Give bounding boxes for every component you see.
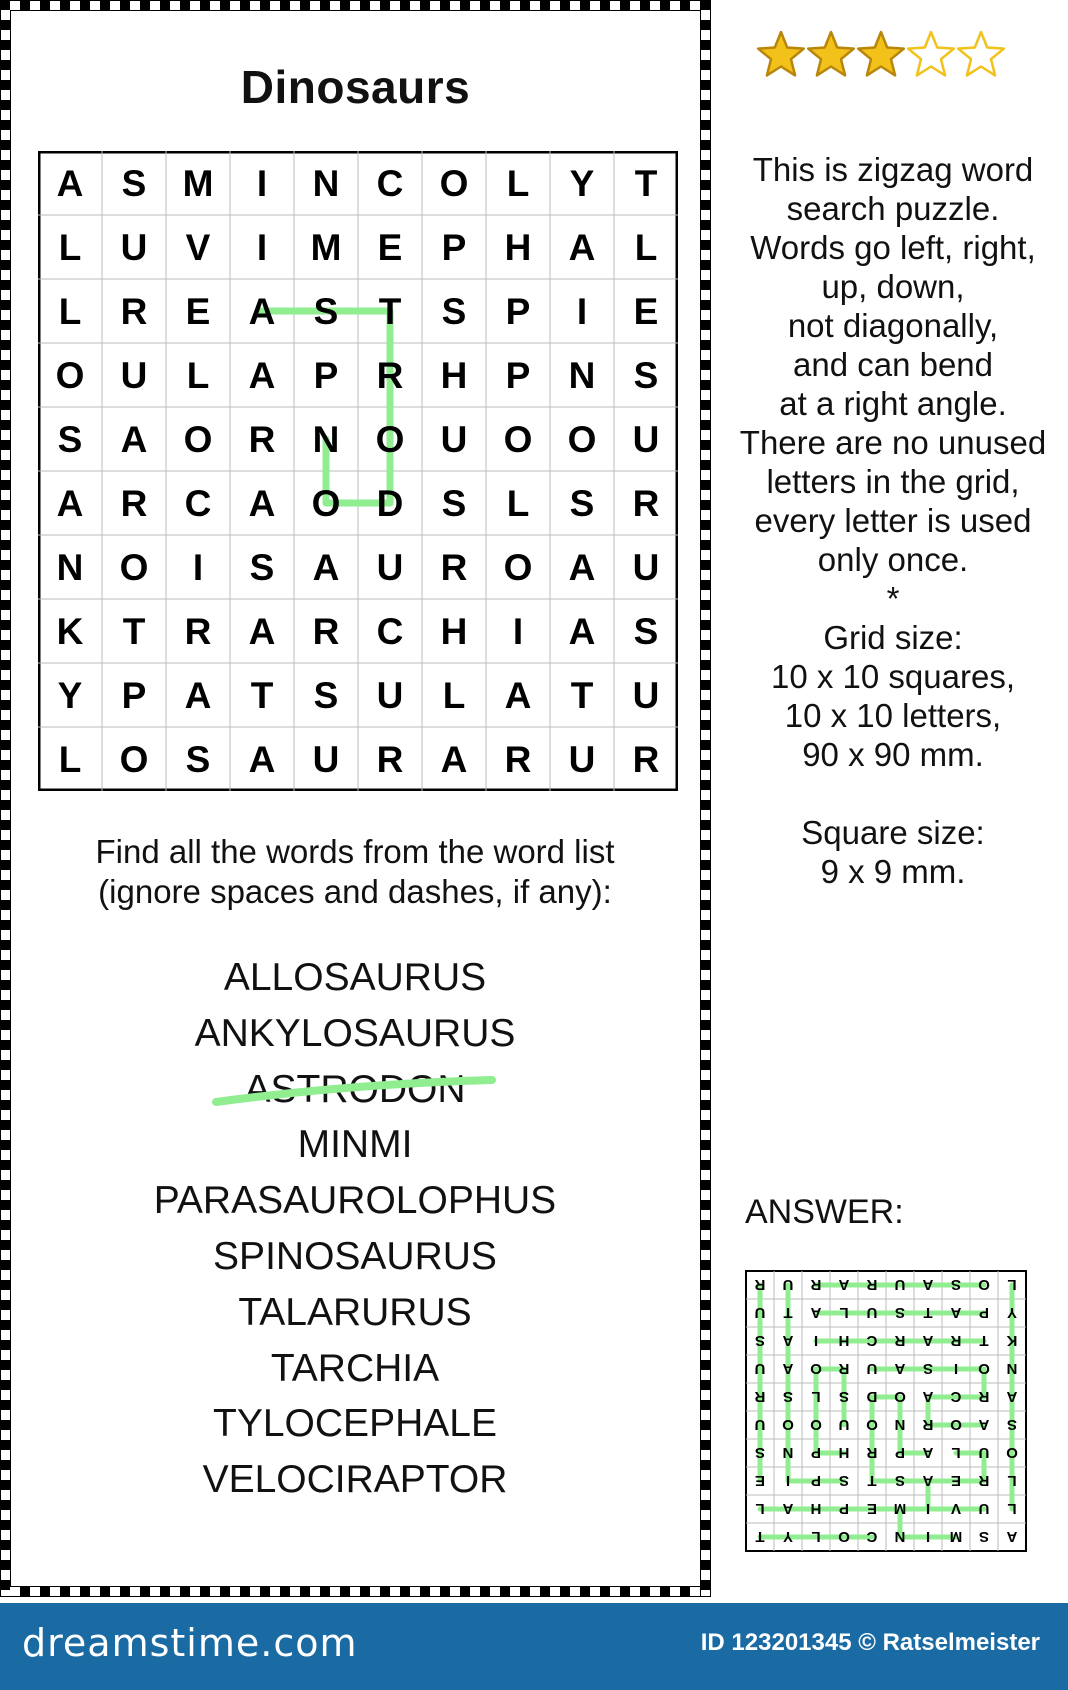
answer-letter: T xyxy=(783,1304,793,1321)
answer-letter: H xyxy=(838,1332,850,1349)
rules-line: There are no unused xyxy=(739,424,1047,461)
answer-letter: U xyxy=(838,1416,850,1433)
answer-letter: R xyxy=(894,1332,906,1349)
rules-line: and can bend xyxy=(792,346,993,383)
grid-letter: R xyxy=(632,739,660,780)
footer-bar xyxy=(0,1603,1068,1690)
answer-letter: A xyxy=(922,1332,934,1349)
word-label: SPINOSAURUS xyxy=(213,1234,497,1278)
grid-letter: P xyxy=(313,355,339,396)
grid-letter: L xyxy=(506,483,530,524)
answer-letter: K xyxy=(1006,1332,1018,1349)
grid-letter: R xyxy=(120,483,148,524)
grid-letter: O xyxy=(119,547,149,588)
answer-letter: I xyxy=(813,1332,819,1349)
answer-letter: Y xyxy=(1006,1304,1018,1321)
rules-line: at a right angle. xyxy=(779,385,1007,422)
grid-letter: A xyxy=(568,611,596,652)
answer-letter: A xyxy=(922,1444,934,1461)
answer-letter: A xyxy=(810,1304,822,1321)
answer-letter: S xyxy=(978,1528,990,1545)
grid-letter: R xyxy=(376,355,404,396)
answer-grid xyxy=(743,1268,1029,1554)
grid-letter: S xyxy=(633,611,659,652)
answer-letter: R xyxy=(866,1276,878,1293)
grid-letter: C xyxy=(376,611,404,652)
grid-letter: S xyxy=(569,483,595,524)
word-list-item xyxy=(40,1452,670,1508)
grid-letter: A xyxy=(248,291,276,332)
word-label: ASTRODON xyxy=(244,1067,466,1111)
answer-letter: R xyxy=(978,1472,990,1489)
answer-letter: N xyxy=(782,1444,794,1461)
grid-letter: S xyxy=(313,675,339,716)
word-list-item xyxy=(40,1006,670,1062)
answer-letter: A xyxy=(978,1416,990,1433)
answer-letter: S xyxy=(922,1360,934,1377)
grid-letter: S xyxy=(633,355,659,396)
rules-line: 10 x 10 letters, xyxy=(784,697,1002,734)
rules-line: 9 x 9 mm. xyxy=(820,853,966,890)
grid-letter: H xyxy=(440,355,468,396)
answer-letter: L xyxy=(951,1444,961,1461)
answer-letter: O xyxy=(838,1528,850,1545)
answer-letter: R xyxy=(754,1276,766,1293)
grid-letter: L xyxy=(634,227,658,268)
grid-letter: U xyxy=(120,355,148,396)
answer-letter: T xyxy=(867,1472,877,1489)
answer-letter: U xyxy=(866,1360,878,1377)
answer-letter: O xyxy=(810,1360,822,1377)
answer-letter: S xyxy=(754,1332,766,1349)
answer-letter: S xyxy=(894,1304,906,1321)
grid-letter: P xyxy=(505,355,531,396)
puzzle-title: Dinosaurs xyxy=(240,61,471,113)
grid-letter: R xyxy=(376,739,404,780)
answer-letter: N xyxy=(1006,1360,1018,1377)
rules-line: letters in the grid, xyxy=(766,463,1020,500)
answer-letter: U xyxy=(754,1416,766,1433)
grid-letter: N xyxy=(312,419,340,460)
grid-letter: O xyxy=(375,419,405,460)
grid-letter: A xyxy=(56,163,84,204)
answer-letter: E xyxy=(866,1500,878,1517)
star-filled-icon xyxy=(808,32,854,75)
answer-letter: P xyxy=(810,1444,822,1461)
grid-letter: T xyxy=(122,611,146,652)
grid-letter: H xyxy=(440,611,468,652)
answer-letter: C xyxy=(866,1332,878,1349)
grid-letter: T xyxy=(570,675,594,716)
rules-line: only once. xyxy=(817,541,969,578)
word-label: VELOCIRAPTOR xyxy=(202,1458,508,1502)
answer-letter: M xyxy=(949,1528,963,1545)
answer-letter: A xyxy=(922,1388,934,1405)
grid-letter: N xyxy=(568,355,596,396)
word-label: TALARURUS xyxy=(238,1290,472,1334)
grid-letter: P xyxy=(441,227,467,268)
answer-letter: N xyxy=(894,1416,906,1433)
grid-letter: T xyxy=(250,675,274,716)
grid-letter: S xyxy=(313,291,339,332)
grid-letter: E xyxy=(185,291,211,332)
grid-letter: U xyxy=(312,739,340,780)
answer-letter: P xyxy=(838,1500,850,1517)
grid-letter: A xyxy=(248,739,276,780)
grid-letter: S xyxy=(121,163,147,204)
answer-letter: S xyxy=(838,1388,850,1405)
answer-letter: A xyxy=(1006,1528,1018,1545)
word-list-item xyxy=(40,1062,670,1118)
grid-letter: D xyxy=(376,483,404,524)
grid-letter: O xyxy=(439,163,469,204)
rules-line xyxy=(728,774,1058,813)
letter-grid-svg xyxy=(38,151,678,791)
instructions-line-1: Find all the words from the word list xyxy=(95,833,615,870)
grid-letter: A xyxy=(568,547,596,588)
grid-letter: R xyxy=(440,547,468,588)
answer-letter: A xyxy=(782,1360,794,1377)
answer-letter: A xyxy=(950,1304,962,1321)
grid-letter: U xyxy=(376,675,404,716)
answer-letter: S xyxy=(1006,1416,1018,1433)
grid-letter: I xyxy=(576,291,588,332)
answer-letter: P xyxy=(978,1304,990,1321)
rules-line: up, down, xyxy=(821,268,965,305)
grid-letter: S xyxy=(57,419,83,460)
answer-letter: U xyxy=(894,1276,906,1293)
grid-letter: R xyxy=(632,483,660,524)
grid-letter: M xyxy=(310,227,342,268)
answer-letter: I xyxy=(953,1360,959,1377)
grid-letter: R xyxy=(184,611,212,652)
rules-line: * xyxy=(886,580,900,617)
star-filled-icon xyxy=(758,32,804,75)
grid-letter: O xyxy=(567,419,597,460)
star-empty-icon xyxy=(958,32,1004,75)
star-filled-icon xyxy=(858,32,904,75)
word-list xyxy=(40,950,670,1508)
answer-letter: L xyxy=(839,1304,849,1321)
grid-letter: S xyxy=(185,739,211,780)
answer-letter: O xyxy=(1006,1444,1018,1461)
grid-letter: L xyxy=(58,291,82,332)
answer-letter: V xyxy=(950,1500,962,1517)
answer-letter: O xyxy=(950,1416,962,1433)
grid-letter: P xyxy=(505,291,531,332)
grid-letter: A xyxy=(56,483,84,524)
star-empty-icon xyxy=(908,32,954,75)
grid-letter: U xyxy=(632,419,660,460)
grid-letter: A xyxy=(184,675,212,716)
grid-letter: U xyxy=(120,227,148,268)
instructions xyxy=(40,832,670,912)
grid-letter: U xyxy=(376,547,404,588)
word-label: ALLOSAURUS xyxy=(223,956,487,999)
grid-letter: A xyxy=(120,419,148,460)
answer-letter: O xyxy=(894,1388,906,1405)
rules-line: Grid size: xyxy=(823,619,963,656)
grid-letter: O xyxy=(311,483,341,524)
grid-letter: R xyxy=(504,739,532,780)
grid-letter: V xyxy=(185,227,211,268)
grid-letter: I xyxy=(512,611,524,652)
answer-letter: L xyxy=(1007,1500,1017,1517)
answer-letter: Y xyxy=(782,1528,794,1545)
word-list-item xyxy=(40,1117,670,1173)
rules-line: not diagonally, xyxy=(787,307,999,344)
word-label: ANKYLOSAURUS xyxy=(194,1011,516,1055)
answer-letter: A xyxy=(782,1332,794,1349)
answer-letter: C xyxy=(950,1388,962,1405)
answer-letter: P xyxy=(894,1444,906,1461)
grid-letter: S xyxy=(441,291,467,332)
grid-letter: T xyxy=(634,163,658,204)
answer-letter: R xyxy=(838,1360,850,1377)
answer-letter: R xyxy=(810,1276,822,1293)
grid-letter: A xyxy=(248,483,276,524)
difficulty-stars xyxy=(755,28,1015,84)
word-list-item xyxy=(40,950,670,1006)
grid-letter: L xyxy=(506,163,530,204)
grid-letter: C xyxy=(184,483,212,524)
answer-letter: R xyxy=(950,1332,962,1349)
answer-letter: L xyxy=(755,1500,765,1517)
grid-letter: U xyxy=(632,547,660,588)
grid-letter: I xyxy=(192,547,204,588)
grid-letter: R xyxy=(248,419,276,460)
answer-letter: O xyxy=(978,1360,990,1377)
answer-letter: R xyxy=(754,1388,766,1405)
answer-letter: I xyxy=(925,1500,931,1517)
answer-letter: A xyxy=(922,1276,934,1293)
answer-letter: M xyxy=(893,1500,907,1517)
grid-letter: Y xyxy=(57,675,83,716)
word-list-item xyxy=(40,1285,670,1341)
rules-line: Words go left, right, xyxy=(750,229,1036,266)
answer-letter: H xyxy=(810,1500,822,1517)
grid-letter: U xyxy=(568,739,596,780)
word-label: MINMI xyxy=(297,1123,413,1167)
answer-letter: O xyxy=(866,1416,878,1433)
answer-letter: S xyxy=(838,1472,850,1489)
answer-letter: P xyxy=(810,1472,822,1489)
image-credit: ID 123201345 © Ratselmeister xyxy=(700,1629,1040,1656)
grid-letter: I xyxy=(256,163,268,204)
rules-line: search puzzle. xyxy=(786,190,1000,227)
answer-letter: U xyxy=(978,1500,990,1517)
answer-letter: H xyxy=(838,1444,850,1461)
answer-letter: A xyxy=(782,1500,794,1517)
grid-letter: K xyxy=(56,611,84,652)
word-label: PARASAUROLOPHUS xyxy=(153,1179,557,1223)
answer-letter: N xyxy=(894,1528,906,1545)
grid-letter: P xyxy=(121,675,147,716)
grid-letter: O xyxy=(503,419,533,460)
answer-letter: S xyxy=(950,1276,962,1293)
rules-line: every letter is used xyxy=(754,502,1032,539)
grid-letter: A xyxy=(504,675,532,716)
grid-letter: O xyxy=(503,547,533,588)
grid-letter: O xyxy=(183,419,213,460)
rules-text xyxy=(728,150,1058,891)
answer-letter: O xyxy=(978,1276,990,1293)
answer-letter: E xyxy=(950,1472,962,1489)
instructions-line-2: (ignore spaces and dashes, if any): xyxy=(98,873,612,910)
rules-line: This is zigzag word xyxy=(752,151,1034,188)
grid-letter: U xyxy=(632,675,660,716)
grid-letter: A xyxy=(568,227,596,268)
brand-logo: dreamstime.com xyxy=(22,1621,358,1665)
rules-line: 90 x 90 mm. xyxy=(802,736,984,773)
grid-letter: M xyxy=(182,163,214,204)
answer-letter: U xyxy=(978,1444,990,1461)
answer-letter: A xyxy=(1006,1388,1018,1405)
grid-letter: A xyxy=(248,611,276,652)
answer-letter: A xyxy=(922,1472,934,1489)
word-list-item xyxy=(40,1341,670,1397)
strike-through-mark xyxy=(210,1072,500,1112)
grid-letter: E xyxy=(633,291,659,332)
word-label: TARCHIA xyxy=(270,1346,440,1390)
answer-letter: R xyxy=(978,1388,990,1405)
answer-letter: A xyxy=(894,1360,906,1377)
grid-letter: I xyxy=(256,227,268,268)
grid-letter: U xyxy=(440,419,468,460)
grid-letter: R xyxy=(120,291,148,332)
letter-grid xyxy=(38,151,678,796)
answer-letter: S xyxy=(894,1472,906,1489)
grid-letter: N xyxy=(56,547,84,588)
answer-letter: L xyxy=(811,1528,821,1545)
answer-letter: L xyxy=(1007,1276,1017,1293)
grid-letter: L xyxy=(186,355,210,396)
grid-letter: O xyxy=(119,739,149,780)
answer-letter: S xyxy=(754,1444,766,1461)
grid-letter: A xyxy=(312,547,340,588)
answer-letter: L xyxy=(811,1388,821,1405)
answer-label: ANSWER: xyxy=(745,1193,904,1231)
grid-letter: T xyxy=(378,291,402,332)
grid-letter: R xyxy=(312,611,340,652)
answer-letter: E xyxy=(754,1472,766,1489)
rules-line: 10 x 10 squares, xyxy=(771,658,1015,695)
answer-letter: R xyxy=(866,1444,878,1461)
grid-letter: N xyxy=(312,163,340,204)
grid-letter: A xyxy=(440,739,468,780)
answer-letter: U xyxy=(754,1304,766,1321)
answer-letter: U xyxy=(782,1276,794,1293)
answer-letter: D xyxy=(866,1388,878,1405)
grid-letter: L xyxy=(58,227,82,268)
answer-letter: T xyxy=(755,1528,765,1545)
answer-letter: U xyxy=(754,1360,766,1377)
answer-letter: L xyxy=(1007,1472,1017,1489)
grid-letter: E xyxy=(377,227,403,268)
answer-letter: O xyxy=(782,1416,794,1433)
grid-letter: L xyxy=(442,675,466,716)
answer-letter: I xyxy=(785,1472,791,1489)
word-list-item xyxy=(40,1229,670,1285)
answer-letter: O xyxy=(810,1416,822,1433)
answer-letter: R xyxy=(922,1416,934,1433)
answer-letter: U xyxy=(866,1304,878,1321)
answer-letter: I xyxy=(925,1528,931,1545)
answer-letter: T xyxy=(923,1304,933,1321)
rules-line: Square size: xyxy=(801,814,985,851)
word-list-item xyxy=(40,1396,670,1452)
word-list-item xyxy=(40,1173,670,1229)
word-label: TYLOCEPHALE xyxy=(213,1402,497,1446)
answer-letter: T xyxy=(979,1332,989,1349)
grid-letter: S xyxy=(441,483,467,524)
grid-letter: A xyxy=(248,355,276,396)
answer-letter: C xyxy=(866,1528,878,1545)
grid-letter: Y xyxy=(569,163,595,204)
grid-letter: H xyxy=(504,227,532,268)
grid-letter: S xyxy=(249,547,275,588)
grid-letter: O xyxy=(55,355,85,396)
grid-letter: C xyxy=(376,163,404,204)
answer-letter: S xyxy=(782,1388,794,1405)
answer-letter: A xyxy=(838,1276,850,1293)
grid-letter: L xyxy=(58,739,82,780)
